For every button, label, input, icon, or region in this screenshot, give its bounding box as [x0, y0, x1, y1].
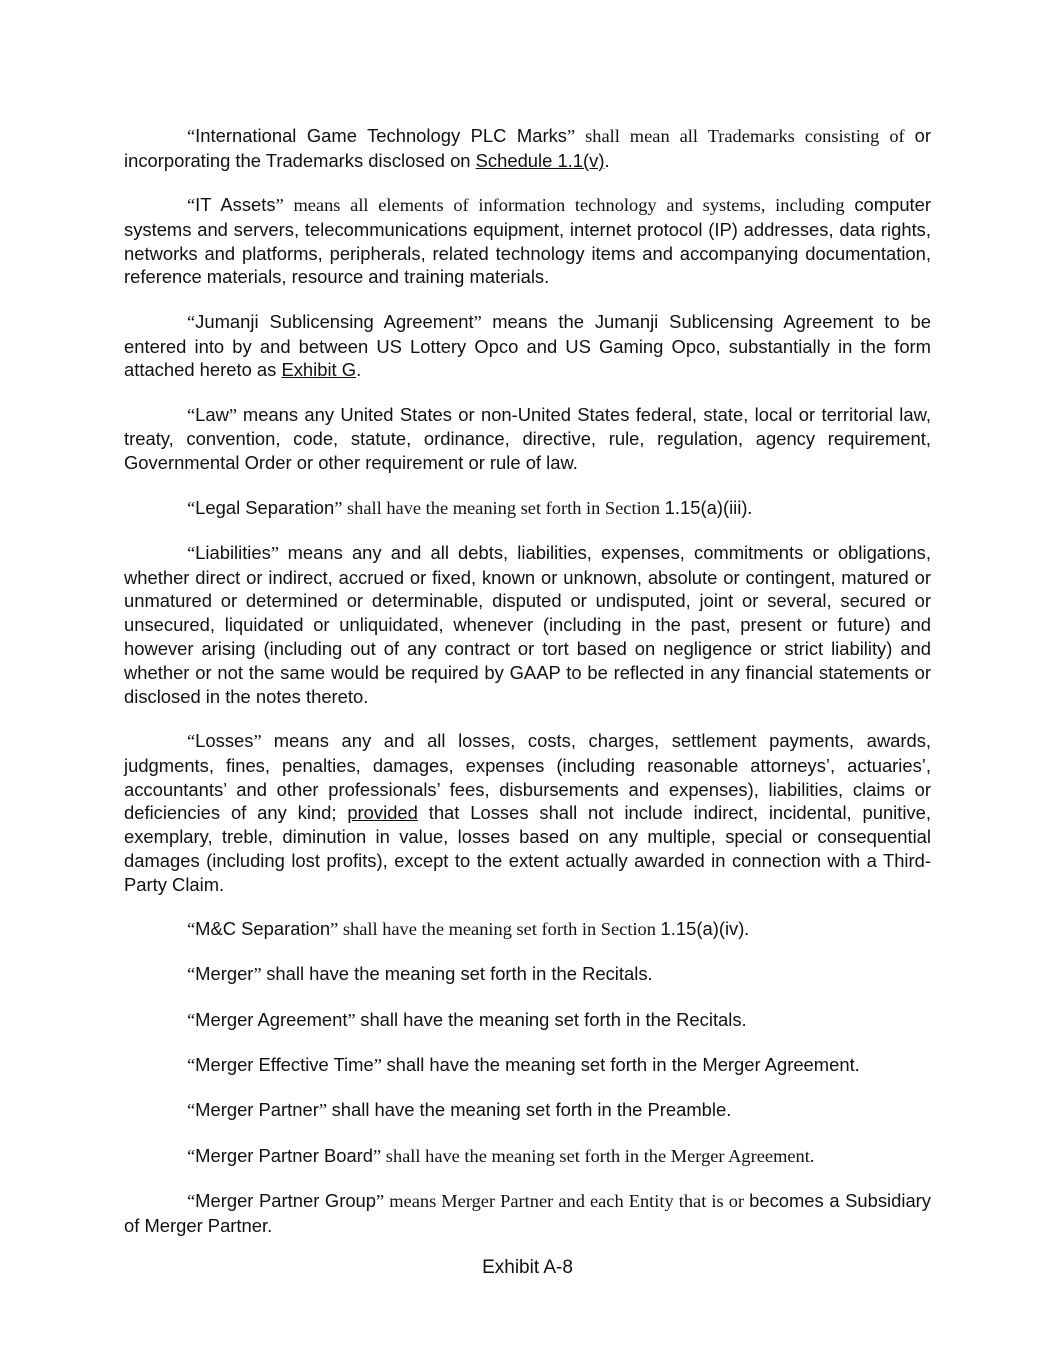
defined-term: Liabilities [195, 541, 271, 563]
defined-term: International Game Technology PLC Marks [195, 125, 567, 146]
defined-term: M&C Separation [195, 918, 331, 940]
page-footer [0, 1257, 1055, 1279]
defined-term: Losses [195, 729, 254, 751]
section-reference: 1.15(a)(iv) [660, 918, 745, 940]
definition-paragraph: “Merger” shall have the meaning set forth in the Recitals. [187, 963, 653, 985]
definition-paragraph: “Merger Effective Time” shall have the meaning set forth in the Merger Agreement. [187, 1053, 860, 1075]
definition-paragraph: “Merger Agreement” shall have the meaning set forth in the Recitals. [187, 1008, 747, 1030]
footer-label: Exhibit A-8 [482, 1257, 573, 1278]
definition-paragraph: “IT Assets” means all elements of information technology and systems, including computer systems and servers, telecommunications equipment, internet protocol (IP) addresses, data rights, networks and platforms, peripherals, related technology items and accompanying documentation, reference materials, resource and training materials. [124, 194, 932, 288]
definition-paragraph: “International Game Technology PLC Marks” shall mean all Trademarks consisting of or incorporating the Trademarks disclosed on Schedule 1.1(v). [124, 125, 931, 171]
definition-paragraph: “Liabilities” means any and all debts, liabilities, expenses, commitments or obligations, whether direct or indirect, accrued or fixed, known or unknown, absolute or contingent, matured or unmatured or determined or determinable, disputed or undisputed, joint or several, secured or unsecured, liquidated or unliquidated, whenever (including in the past, present or future) and however arising (including out of any contract or tort based on negligence or strict liability) and whether or not the same would be required by GAAP to be reflected in any financial statements or disclosed in the notes thereto. [124, 541, 931, 707]
defined-term: Merger Agreement [195, 1008, 348, 1030]
defined-term: Legal Separation [195, 496, 335, 518]
definition-paragraph: “Jumanji Sublicensing Agreement” means the Jumanji Sublicensing Agreement to be entered into by and between US Lottery Opco and US Gaming Opco, substantially in the form attached hereto as Exhibit G. [124, 310, 931, 381]
defined-term: Jumanji Sublicensing Agreement [195, 310, 474, 332]
defined-term: Law [195, 403, 229, 425]
document-body [124, 124, 931, 1258]
defined-term: IT Assets [195, 194, 276, 216]
definition-paragraph: “Merger Partner Board” shall have the meaning set forth in the Merger Agreement. [187, 1144, 815, 1166]
defined-term: Merger Partner [195, 1099, 319, 1121]
schedule-reference: Schedule 1.1(v) [475, 149, 605, 171]
defined-term: Merger [195, 963, 254, 985]
proviso-term: provided [347, 802, 418, 824]
section-reference: 1.15(a)(iii) [664, 496, 748, 518]
definition-paragraph: “Losses” means any and all losses, costs, charges, settlement payments, awards, judgments, fines, penalties, damages, expenses (including reasonable attorneys’, actuaries’, accountants’ and other professionals’ fees, disbursements and expenses), liabilities, claims or deficiencies of any kind; provided that Losses shall not include indirect, incidental, punitive, exemplary, treble, diminution in value, losses based on any multiple, special or consequential damages (including lost profits), except to the extent actually awarded in connection with a Third-Party Claim. [124, 729, 931, 895]
defined-term: Merger Effective Time [195, 1053, 374, 1075]
exhibit-reference: Exhibit G [281, 359, 357, 381]
definition-paragraph: “Merger Partner Group” means Merger Partner and each Entity that is or becomes a Subsidiary of Merger Partner. [124, 1189, 931, 1236]
definition-paragraph: “Legal Separation” shall have the meaning set forth in Section 1.15(a)(iii). [187, 496, 753, 518]
definition-paragraph: “Merger Partner” shall have the meaning set forth in the Preamble. [187, 1099, 732, 1121]
definition-paragraph: “M&C Separation” shall have the meaning set forth in Section 1.15(a)(iv). [187, 918, 749, 940]
defined-term: Merger Partner Board [195, 1144, 374, 1166]
definition-paragraph: “Law” means any United States or non-United States federal, state, local or territorial law, treaty, convention, code, statute, ordinance, directive, rule, regulation, agency requirement, Governmental Order or other requirement or rule of law. [124, 403, 931, 474]
defined-term: Merger Partner Group [195, 1189, 377, 1211]
